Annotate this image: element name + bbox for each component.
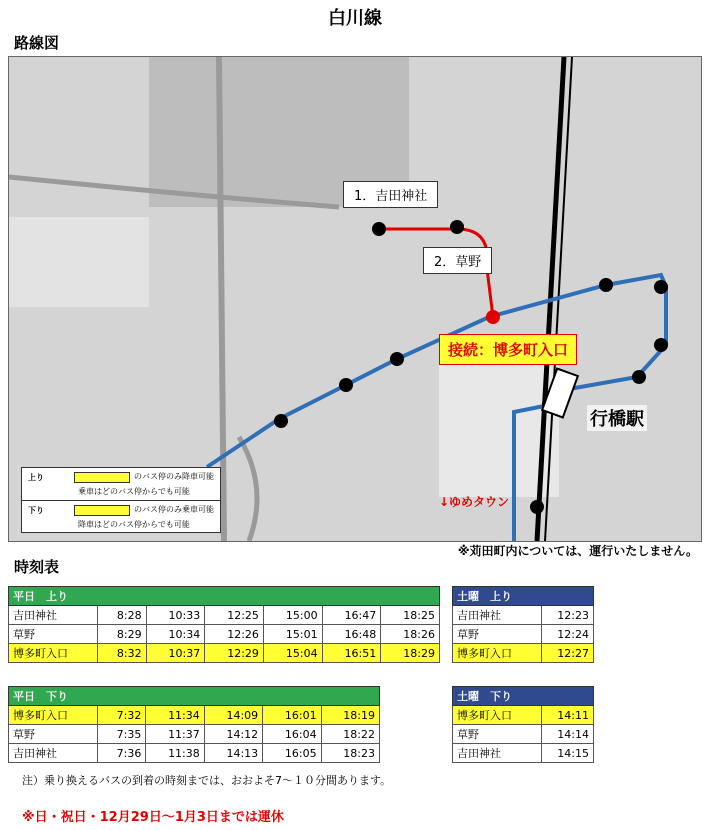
table-row-highlight — [9, 706, 380, 725]
stop-name: 草野 — [9, 625, 98, 644]
time-cell: 7:36 — [98, 744, 146, 763]
connection-label: 接続：博多町入口 — [439, 334, 577, 365]
time-cell: 14:14 — [542, 725, 594, 744]
stop-marker — [632, 370, 646, 384]
legend-swatch — [74, 505, 130, 516]
map-legend — [21, 467, 221, 533]
table-row — [9, 725, 380, 744]
yume-town-label: ↓ゆめタウン — [439, 495, 510, 509]
time-cell: 18:22 — [321, 725, 379, 744]
time-cell: 16:48 — [322, 625, 381, 644]
stop-label-yoshida: 1．吉田神社 — [343, 181, 438, 208]
weekday-up-header: 平日 上り — [9, 587, 440, 606]
time-cell: 7:32 — [98, 706, 146, 725]
station-label: 行橋駅 — [587, 405, 647, 431]
stop-name: 博多町入口 — [9, 706, 98, 725]
stop-marker — [339, 378, 353, 392]
legend-down-key: 下り — [28, 506, 44, 515]
time-cell: 18:26 — [381, 625, 440, 644]
time-cell: 18:23 — [321, 744, 379, 763]
time-cell: 14:15 — [542, 744, 594, 763]
time-cell: 11:34 — [146, 706, 204, 725]
stop-name: 草野 — [453, 725, 542, 744]
saturday-up-header: 土曜 上り — [453, 587, 594, 606]
time-cell: 15:01 — [263, 625, 322, 644]
time-cell: 12:24 — [542, 625, 594, 644]
time-cell: 14:09 — [204, 706, 262, 725]
time-cell: 10:33 — [146, 606, 205, 625]
stop-marker — [450, 220, 464, 234]
time-cell: 14:12 — [204, 725, 262, 744]
table-row — [9, 625, 440, 644]
time-cell: 8:28 — [98, 606, 147, 625]
time-cell: 16:05 — [263, 744, 321, 763]
time-cell: 14:13 — [204, 744, 262, 763]
stop-marker — [654, 280, 668, 294]
time-cell: 18:25 — [381, 606, 440, 625]
table-row — [453, 625, 594, 644]
table-row — [9, 606, 440, 625]
legend-down — [22, 500, 220, 533]
legend-up-line2: 乗車はどのバス停からでも可能 — [78, 487, 190, 496]
time-cell: 15:04 — [263, 644, 322, 663]
time-cell: 18:19 — [321, 706, 379, 725]
weekday-down-table — [8, 686, 380, 763]
timetable-heading: 時刻表 — [14, 558, 60, 576]
time-cell: 16:51 — [322, 644, 381, 663]
stop-label-kusano: 2．草野 — [423, 247, 492, 274]
time-cell: 12:26 — [205, 625, 264, 644]
legend-swatch — [74, 472, 130, 483]
legend-down-line1: のバス停のみ乗車可能 — [134, 505, 214, 514]
table-row — [9, 744, 380, 763]
time-cell: 16:47 — [322, 606, 381, 625]
time-cell: 12:25 — [205, 606, 264, 625]
time-cell: 12:27 — [542, 644, 594, 663]
time-cell: 8:32 — [98, 644, 147, 663]
stop-name: 吉田神社 — [453, 606, 542, 625]
time-cell: 7:35 — [98, 725, 146, 744]
time-cell: 15:00 — [263, 606, 322, 625]
closed-notice: ※日・祝日・12月29日～1月3日までは運休 — [22, 810, 284, 825]
time-cell: 16:01 — [263, 706, 321, 725]
time-cell: 12:23 — [542, 606, 594, 625]
map-note: ※苅田町内については、運行いたしません。 — [457, 544, 698, 558]
connection-stop-marker — [486, 310, 500, 324]
stop-name: 博多町入口 — [453, 706, 542, 725]
route-map — [8, 56, 702, 542]
saturday-down-table — [452, 686, 594, 763]
table-row-highlight — [9, 644, 440, 663]
route-map-heading: 路線図 — [14, 34, 60, 52]
table-row — [453, 725, 594, 744]
stop-marker — [390, 352, 404, 366]
time-cell: 12:29 — [205, 644, 264, 663]
stop-marker — [654, 338, 668, 352]
stop-name: 博多町入口 — [453, 644, 542, 663]
time-cell: 8:29 — [98, 625, 147, 644]
time-cell: 11:37 — [146, 725, 204, 744]
time-cell: 16:04 — [263, 725, 321, 744]
stop-marker — [372, 222, 386, 236]
page-title: 白川線 — [328, 8, 382, 29]
time-cell: 11:38 — [146, 744, 204, 763]
transfer-footnote: 注）乗り換えるバスの到着の時刻までは、おおよそ7～１０分間あります。 — [22, 774, 392, 787]
weekday-down-header: 平日 下り — [9, 687, 380, 706]
saturday-up-table — [452, 586, 594, 663]
stop-marker — [599, 278, 613, 292]
stop-name: 吉田神社 — [9, 606, 98, 625]
table-row-highlight — [453, 706, 594, 725]
table-row-highlight — [453, 644, 594, 663]
legend-up-line1: のバス停のみ降車可能 — [134, 472, 214, 481]
stop-name: 吉田神社 — [9, 744, 98, 763]
stop-marker — [530, 500, 544, 514]
legend-down-line2: 降車はどのバス停からでも可能 — [78, 520, 190, 529]
time-cell: 10:37 — [146, 644, 205, 663]
table-row — [453, 606, 594, 625]
legend-up — [22, 468, 220, 500]
stop-name: 吉田神社 — [453, 744, 542, 763]
legend-up-key: 上り — [28, 473, 44, 482]
table-row — [453, 744, 594, 763]
time-cell: 10:34 — [146, 625, 205, 644]
stop-name: 草野 — [9, 725, 98, 744]
weekday-up-table — [8, 586, 440, 663]
stop-name: 博多町入口 — [9, 644, 98, 663]
stop-name: 草野 — [453, 625, 542, 644]
time-cell: 14:11 — [542, 706, 594, 725]
saturday-down-header: 土曜 下り — [453, 687, 594, 706]
stop-marker — [274, 414, 288, 428]
time-cell: 18:29 — [381, 644, 440, 663]
